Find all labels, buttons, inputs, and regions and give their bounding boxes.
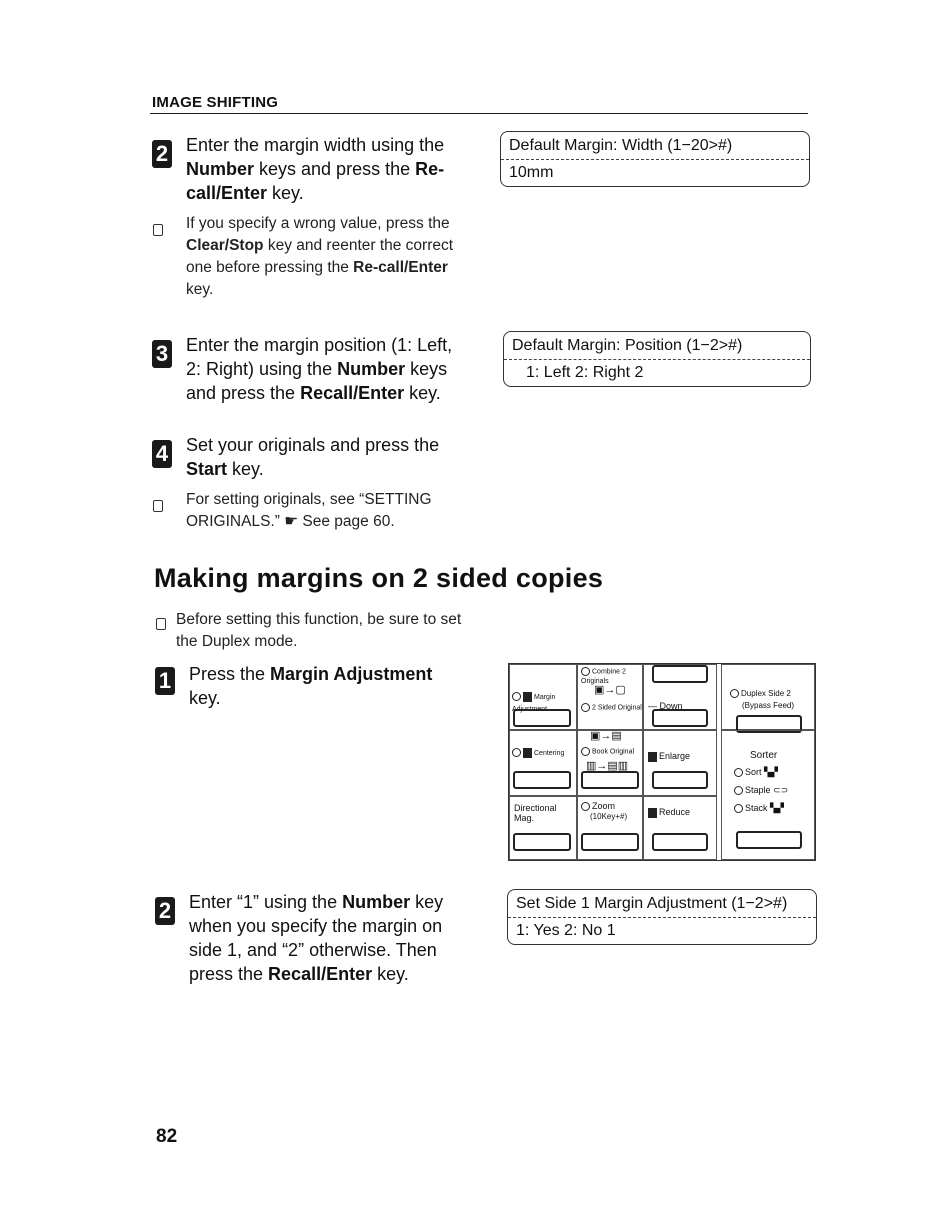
enlarge-key[interactable] (652, 771, 708, 789)
header-rule (150, 113, 808, 114)
indicator-icon (581, 747, 590, 756)
indicator-icon (512, 748, 521, 757)
sorter-key[interactable] (736, 831, 802, 849)
lcd-width-display (500, 131, 810, 187)
down-key[interactable] (652, 709, 708, 727)
note-bullet (153, 224, 163, 236)
lcd-line2: 10mm (509, 164, 554, 181)
lcd-divider (508, 917, 816, 918)
panel-cell: Sorter Sort ▚▞ Staple ⊂⊃ Stack ▚▞ (721, 730, 815, 860)
step-number: 2 (155, 897, 175, 925)
zoom-key[interactable] (581, 833, 639, 851)
indicator-icon (581, 703, 590, 712)
sort-icon: ▚▞ (764, 767, 778, 777)
panel-cell: Centering (509, 730, 577, 796)
copy-arrow-icon: ▣→▢ (594, 684, 626, 696)
indicator-icon (581, 802, 590, 811)
lcd-line1: Default Margin: Position (1−2>#) (512, 337, 743, 354)
note-duplex: Before setting this function, be sure to set the Duplex mode. (176, 611, 462, 650)
note-originals: For setting originals, see “SETTING ORIGINALS.” ☛ See page 60. (186, 491, 432, 530)
indicator-icon (581, 667, 590, 676)
book-original-key[interactable] (581, 771, 639, 789)
panel-cell: Margin Adjustment (509, 664, 577, 730)
note-bullet (156, 618, 166, 630)
panel-cell: Combine 2 Originals ▣→▢ 2 Sided Original (577, 664, 643, 730)
centering-icon (523, 748, 532, 758)
panel-cell: Duplex Side 2 (Bypass Feed) (721, 664, 815, 730)
top-key[interactable] (652, 665, 708, 683)
indicator-icon (730, 689, 739, 698)
panel-cell: Reduce (643, 796, 717, 860)
book-copy-icon: ▥→▤▥ (586, 760, 629, 772)
indicator-icon (734, 768, 743, 777)
note-wrong-value: If you specify a wrong value, press the Clear/Stop key and reenter the correct one before pressing the Re-call/Enter key. (186, 215, 454, 298)
centering-key[interactable] (513, 771, 571, 789)
stack-icon: ▚▞ (770, 803, 784, 813)
pointing-hand-icon: ☛ (284, 513, 299, 530)
section-title: Making margins on 2 sided copies (154, 563, 604, 593)
lcd-line1: Set Side 1 Margin Adjustment (1−2>#) (516, 895, 788, 912)
indicator-icon (512, 692, 521, 701)
indicator-icon (734, 786, 743, 795)
step-2-text: Enter the margin width using the Number keys and press the Re-call/Enter key. (186, 135, 445, 203)
step-number: 4 (152, 440, 172, 468)
indicator-icon (734, 804, 743, 813)
reduce-icon (648, 808, 657, 818)
lcd-divider (504, 359, 810, 360)
lcd-line2: 1: Yes 2: No 1 (516, 922, 616, 939)
lcd-position-display (503, 331, 811, 387)
directional-mag-key[interactable] (513, 833, 571, 851)
lcd-divider (501, 159, 809, 160)
reduce-key[interactable] (652, 833, 708, 851)
step-number: 1 (155, 667, 175, 695)
note-bullet (153, 500, 163, 512)
panel-cell: Enlarge (643, 730, 717, 796)
page-header: IMAGE SHIFTING (152, 94, 279, 111)
enlarge-icon (648, 752, 657, 762)
panel-cell: — Down (643, 664, 717, 730)
page-number: 82 (156, 1126, 178, 1147)
step-2b-text: Enter “1” using the Number key when you specify the margin on side 1, and “2” otherwise. Then press the Recall/Enter key. (189, 892, 444, 984)
staple-icon: ⊂⊃ (773, 785, 789, 795)
step-number: 3 (152, 340, 172, 368)
step-4-text: Set your originals and press the Start key. (186, 435, 440, 479)
panel-cell: Zoom (10Key+#) (577, 796, 643, 860)
lcd-side-display (507, 889, 817, 945)
panel-cell: Directional Mag. (509, 796, 577, 860)
copy-arrow-icon: ▣→▤ (590, 730, 622, 742)
control-panel-illustration (508, 663, 816, 861)
step-3-text: Enter the margin position (1: Left, 2: Right) using the Number keys and press the Recall/Enter key. (186, 335, 453, 403)
panel-cell: ▣→▤ Book Original ▥→▤▥ (577, 730, 643, 796)
lcd-line1: Default Margin: Width (1−20>#) (509, 137, 733, 154)
step-number: 2 (152, 140, 172, 168)
lcd-line2: 1: Left 2: Right 2 (526, 364, 644, 381)
step-1-text: Press the Margin Adjustment key. (189, 664, 433, 708)
margin-icon (523, 692, 532, 702)
margin-adjustment-key[interactable] (513, 709, 571, 727)
